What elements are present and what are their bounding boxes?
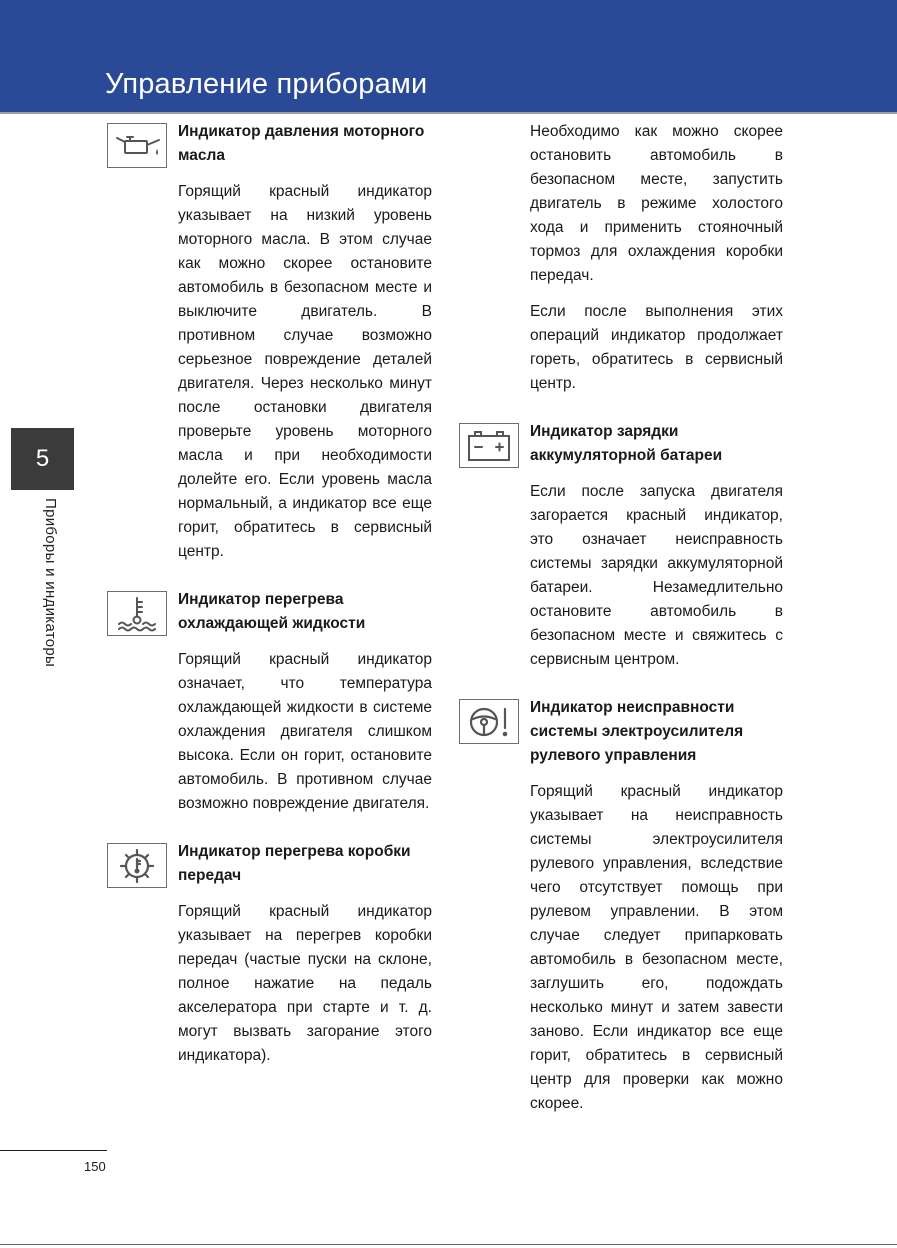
section-power-steering [530,696,783,1116]
coolant-thermometer-icon [107,591,167,636]
section-title: Индикатор неисправности системы электроусилителя рулевого управления [530,699,744,764]
section-paragraph: Горящий красный индикатор означает, что температура охлаждающей жидкости в системе охлаждения двигателя слишком высока. Если он горит, остановите автомобиль. В противном случае возможно повреждение двигателя. [178,651,432,812]
steering-wheel-warning-icon [459,699,519,744]
section-title: Индикатор давления моторного масла [178,123,425,164]
left-column [178,120,432,1068]
bottom-divider [0,1244,897,1245]
continuation-paragraph: Необходимо как можно скорее остановить автомобиль в безопасном месте, запустить двигатель в режиме холостого хода и применить стояночный тормоз для охлаждения коробки передач. [530,123,783,284]
continuation-paragraph: Если после выполнения этих операций индикатор продолжает гореть, обратитесь в сервисный центр. [530,303,783,392]
right-column [530,120,783,1116]
page-number: 150 [84,1159,106,1174]
section-paragraph: Горящий красный индикатор указывает на низкий уровень моторного масла. В этом случае как можно скорее остановите автомобиль в безопасном месте и выключите двигатель. В противном случае возможно серьезное повреждение деталей двигателя. Через несколько минут после остановки двигателя проверьте уровень моторного масла и при необходимости долейте его. Если уровень масла нормальный, а индикатор все еще горит, обратитесь в сервисный центр. [178,183,432,560]
oil-can-icon [107,123,167,168]
section-battery-charge [530,420,783,672]
chapter-label: Приборы и индикаторы [42,498,59,668]
section-oil-pressure [178,120,432,564]
section-title: Индикатор перегрева охлаждающей жидкости [178,591,366,632]
page-header [0,0,897,112]
header-divider [0,112,897,114]
chapter-number: 5 [35,445,50,472]
page-title: Управление приборами [105,68,428,100]
section-coolant-overheat [178,588,432,816]
section-paragraph: Если после запуска двигателя загорается красный индикатор, это означает неисправность системы зарядки аккумуляторной батареи. Незамедлительно остановите автомобиль в безопасном месте и свяжитесь с сервисным центром. [530,483,783,668]
section-title: Индикатор зарядки аккумуляторной батареи [530,423,723,464]
section-paragraph: Горящий красный индикатор указывает на неисправность системы электроусилителя рулевого управления, вследствие чего отсутствует помощь при рулевом управлении. В этом случае следует припарковать автомобиль в безопасном месте, заглушить его, подождать несколько минут и затем завести заново. Если индикатор все еще горит, обратитесь в сервисный центр для проверки как можно скорее. [530,783,783,1112]
chapter-tab [11,428,74,490]
footer-divider [0,1150,107,1151]
section-title: Индикатор перегрева коробки передач [178,843,411,884]
battery-icon [459,423,519,468]
section-paragraph: Горящий красный индикатор указывает на перегрев коробки передач (частые пуски на склоне, полное нажатие на педаль акселератора при старте и т. д. могут вызвать загорание этого индикатора). [178,903,432,1064]
transmission-gear-thermometer-icon [107,843,167,888]
section-transmission-overheat [178,840,432,1068]
